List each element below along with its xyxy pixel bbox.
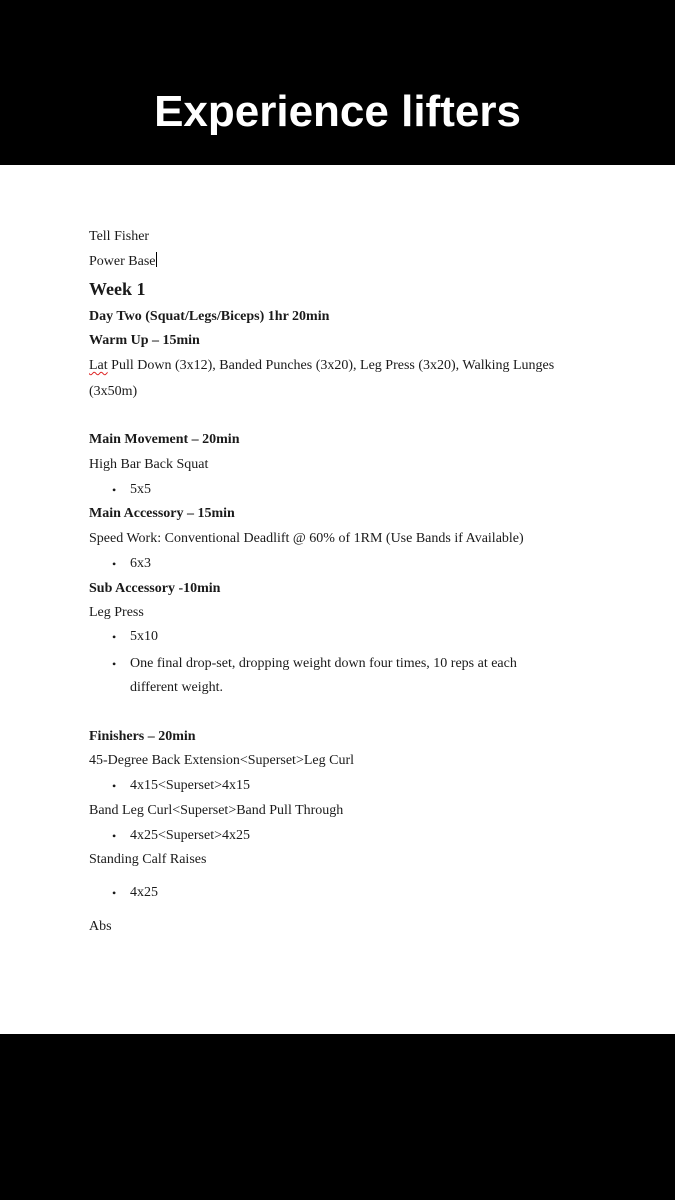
- spellcheck-word: Lat: [89, 358, 108, 373]
- finisher-exercise-3: Standing Calf Raises: [89, 852, 207, 867]
- bullet-point: •: [112, 483, 117, 497]
- bullet-point: •: [112, 630, 117, 644]
- sub-accessory-exercise: Leg Press: [89, 605, 144, 620]
- bottom-bar: [0, 1034, 675, 1200]
- author-name: Tell Fisher: [89, 229, 150, 244]
- week-heading: Week 1: [89, 279, 146, 299]
- bullet-point: •: [112, 657, 117, 671]
- document-page: [0, 165, 675, 1034]
- finisher-sets-2: 4x25<Superset>4x25: [130, 828, 251, 843]
- main-accessory-sets: 6x3: [130, 556, 151, 571]
- main-movement-heading: Main Movement – 20min: [89, 432, 240, 447]
- warmup-exercises-line1: Lat Pull Down (3x12), Banded Punches (3x20), Leg Press (3x20), Walking Lunges: [89, 358, 555, 373]
- warmup-heading: Warm Up – 15min: [89, 333, 200, 348]
- text-cursor: [156, 252, 157, 267]
- program-name: Power Base: [89, 254, 156, 269]
- day-heading: Day Two (Squat/Legs/Biceps) 1hr 20min: [89, 309, 330, 324]
- finisher-sets-3: 4x25: [130, 885, 158, 900]
- sub-accessory-note-line1: One final drop-set, dropping weight down four times, 10 reps at each: [130, 656, 517, 671]
- warmup-exercises-line2: (3x50m): [89, 384, 138, 399]
- bullet-point: •: [112, 829, 117, 843]
- abs-label: Abs: [89, 919, 112, 934]
- sub-accessory-heading: Sub Accessory -10min: [89, 581, 221, 596]
- bullet-point: •: [112, 557, 117, 571]
- sub-accessory-sets: 5x10: [130, 629, 158, 644]
- main-movement-sets: 5x5: [130, 482, 151, 497]
- main-movement-exercise: High Bar Back Squat: [89, 457, 209, 472]
- bullet-point: •: [112, 886, 117, 900]
- title-banner: [0, 0, 675, 165]
- main-accessory-heading: Main Accessory – 15min: [89, 506, 235, 521]
- finisher-sets-1: 4x15<Superset>4x15: [130, 778, 251, 793]
- finishers-heading: Finishers – 20min: [89, 729, 196, 744]
- sub-accessory-note-line2: different weight.: [130, 680, 224, 695]
- bullet-point: •: [112, 779, 117, 793]
- main-accessory-exercise: Speed Work: Conventional Deadlift @ 60% of 1RM (Use Bands if Available): [89, 531, 524, 546]
- finisher-exercise-1: 45-Degree Back Extension<Superset>Leg Curl: [89, 753, 354, 768]
- finisher-exercise-2: Band Leg Curl<Superset>Band Pull Through: [89, 803, 344, 818]
- banner-title: Experience lifters: [154, 87, 521, 136]
